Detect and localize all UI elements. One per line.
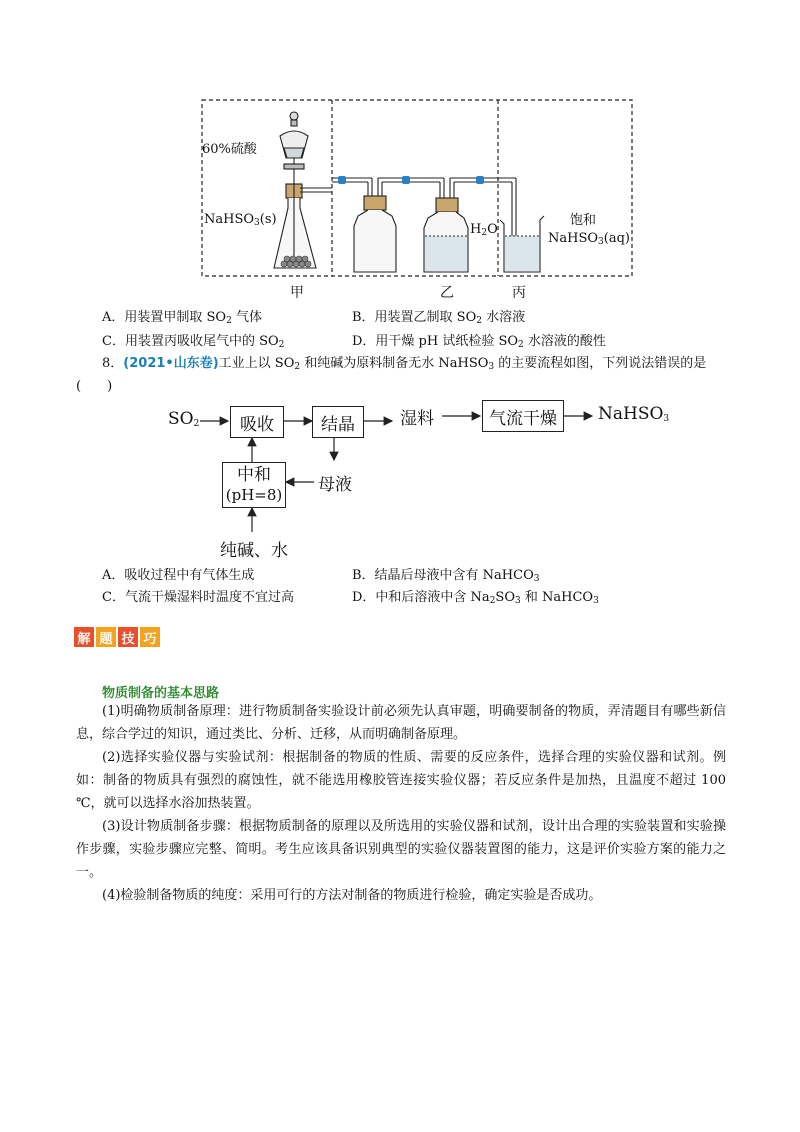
bottle-empty <box>354 196 396 272</box>
q8-b-sub: 3 <box>533 574 540 584</box>
q7-option-c <box>102 333 284 354</box>
tube-joints <box>338 176 484 184</box>
q8-stem3: 的主要流程如图，下列说法错误的是 <box>494 356 707 371</box>
flow-box-crystal <box>312 406 364 438</box>
flow-wet: 湿料 <box>400 409 434 429</box>
q8-d-end: 和 NaHCO <box>520 590 594 605</box>
flow-neutral-line2: (pH=8) <box>225 486 283 504</box>
q7-c-text: C．用装置丙吸收尾气中的 SO <box>102 334 279 349</box>
bottle-water <box>424 198 468 272</box>
q7-d-sub: 2 <box>518 340 524 350</box>
q8-d-text: D．中和后溶液中含 Na <box>352 590 490 605</box>
q8-stem1-sub: 2 <box>294 362 301 372</box>
q8-d-sub3: 3 <box>593 596 599 606</box>
flow-diagram <box>166 396 686 566</box>
flow-absorb-text: 吸收 <box>240 414 274 435</box>
label-sat-line2 <box>548 230 630 251</box>
label-sat2-sub: 3 <box>598 237 604 247</box>
label-solid <box>204 212 277 228</box>
q7-a-sub: 2 <box>226 316 232 326</box>
label-sat-line1: 饱和 <box>570 213 597 228</box>
q7-a-text: A．用装置甲制取 SO <box>102 310 227 325</box>
q8-stem <box>102 355 722 376</box>
label-solid-state: (s) <box>259 212 277 227</box>
q8-stem1: 工业上以 SO <box>218 356 295 371</box>
flow-mother: 母液 <box>318 475 352 495</box>
tips-body <box>76 700 726 907</box>
label-solid-text: NaHSO <box>204 212 255 227</box>
q7-b-end: 水溶液 <box>481 310 526 325</box>
tips-banner <box>74 627 160 647</box>
apparatus-drawing <box>198 96 634 306</box>
label-water-o: O <box>487 222 498 237</box>
panel-label-yi: 乙 <box>440 285 454 301</box>
q8-source: (2021•山东卷) <box>123 356 219 371</box>
label-water-sub: 2 <box>481 228 488 238</box>
flow-crystal-text: 结晶 <box>321 414 355 435</box>
q8-d-sub1: 2 <box>489 596 496 606</box>
label-water-h: H <box>470 222 482 237</box>
solid-particles <box>281 256 311 267</box>
q8-c-text: C．气流干燥湿料时温度不宜过高 <box>102 590 294 605</box>
flow-soda: 纯碱、水 <box>220 541 288 561</box>
flow-box-dry <box>482 400 564 432</box>
panel-label-bing: 丙 <box>512 285 526 301</box>
q7-a-end: 气体 <box>231 310 262 325</box>
q8-option-b <box>352 567 540 588</box>
flow-product-text: NaHSO <box>598 404 664 424</box>
flow-product <box>598 404 669 424</box>
q7-option-a <box>102 309 262 330</box>
label-saturated <box>548 212 630 251</box>
label-sat2-text: NaHSO <box>548 231 599 246</box>
label-acid: 60%硫酸 <box>202 142 257 157</box>
tips-paragraph-1: (1)明确物质制备原理：进行物质制备实验设计前必须先认真审题，明确要制备的物质，弄清题目有哪些新信息，综合学过的知识，通过类比、分析、迁移，从而明确制备原理。 <box>76 704 726 742</box>
q8-d-sub2: 3 <box>515 596 521 606</box>
panel-label-jia: 甲 <box>290 285 304 301</box>
tips-paragraph-2: (2)选择实验仪器与实验试剂：根据制备的物质的性质、需要的反应条件，选择合理的实验仪器和试剂。例如：制备的物质具有强烈的腐蚀性，就不能选用橡胶管连接实验仪器；若反应条件是加热，且温度不超过 100 ℃，就可以选择水浴加热装置。 <box>76 750 726 811</box>
q8-b-text: B．结晶后母液中含有 NaHCO <box>352 568 534 583</box>
flow-product-sub: 3 <box>663 414 670 424</box>
q8-paren: ( ) <box>76 379 113 394</box>
q7-d-text: D．用干燥 pH 试纸检验 SO <box>352 334 519 349</box>
q7-b-text: B．用装置乙制取 SO <box>352 310 477 325</box>
flow-so2-sub: 2 <box>193 419 200 429</box>
q7-option-b <box>352 309 525 330</box>
q8-a-text: A．吸收过程中有气体生成 <box>102 568 255 583</box>
flow-so2-text: SO <box>168 409 194 429</box>
q7-d-end: 水溶液的酸性 <box>523 334 606 349</box>
q8-d-mid: SO <box>495 590 515 605</box>
tip-char-3: 技 <box>118 627 138 647</box>
flow-neutral-line1: 中和 <box>237 465 271 485</box>
flow-dry-text: 气流干燥 <box>489 408 557 429</box>
flask-jia <box>274 112 332 268</box>
label-water <box>470 222 498 238</box>
q8-number: 8． <box>102 356 124 371</box>
q8-stem2-sub: 3 <box>488 362 495 372</box>
beaker <box>500 216 544 272</box>
flow-box-absorb <box>230 406 284 438</box>
q8-option-d <box>352 589 599 610</box>
q7-c-sub: 2 <box>278 340 285 350</box>
tips-paragraph-4: (4)检验制备物质的纯度：采用可行的方法对制备的物质进行检验，确定实验是否成功。 <box>102 888 602 903</box>
q8-stem2: 和纯碱为原料制备无水 NaHSO <box>300 356 489 371</box>
flow-box-neutral <box>222 462 286 508</box>
tip-char-2: 题 <box>96 627 116 647</box>
apparatus-figure <box>198 96 634 306</box>
q7-option-d <box>352 333 606 354</box>
tip-char-1: 解 <box>74 627 94 647</box>
flow-so2 <box>168 409 199 429</box>
tips-title: 物质制备的基本思路 <box>102 686 220 701</box>
tip-char-4: 巧 <box>140 627 160 647</box>
q8-option-a <box>102 567 254 585</box>
label-sat2-end: (aq) <box>603 231 630 246</box>
q7-b-sub: 2 <box>476 316 482 326</box>
q8-option-c <box>102 589 294 607</box>
tips-paragraph-3: (3)设计物质制备步骤：根据物质制备的原理以及所选用的实验仪器和试剂，设计出合理的实验装置和实验操作步骤，实验步骤应完整、简明。考生应该具备识别典型的实验仪器装置图的能力，这是评价实验方案的能力之一。 <box>76 819 726 880</box>
label-solid-sub: 3 <box>254 218 260 228</box>
